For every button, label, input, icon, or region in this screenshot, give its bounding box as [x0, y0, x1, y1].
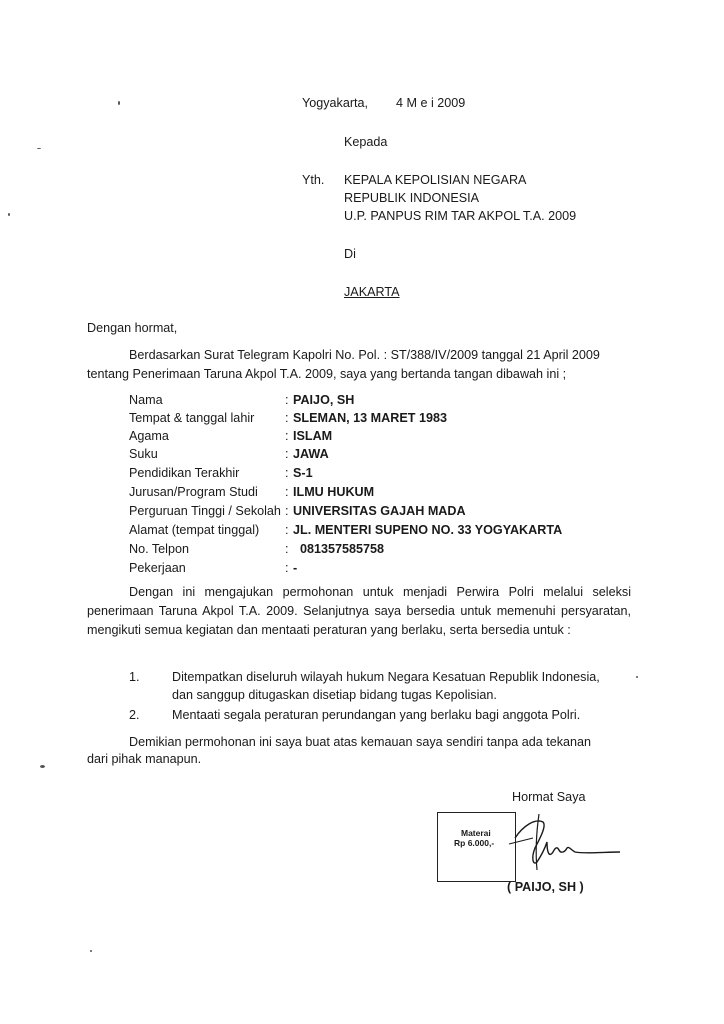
field-label: Jurusan/Program Studi: [129, 485, 258, 499]
field-label: Alamat (tempat tinggal): [129, 523, 260, 537]
place-label: Yogyakarta,: [302, 96, 369, 110]
kepada-label: Kepada: [344, 135, 388, 149]
field-label: Suku: [129, 447, 158, 461]
field-value: ILMU HUKUM: [293, 485, 375, 499]
scan-speck: [636, 676, 638, 678]
stamp-amount: Rp 6.000,-: [454, 838, 495, 848]
scan-speck: [40, 765, 45, 768]
field-colon: :: [285, 504, 289, 518]
field-value: S-1: [293, 466, 313, 480]
field-colon: :: [285, 447, 289, 461]
field-value: ISLAM: [293, 429, 333, 443]
letter-date: 4 M e i 2009: [396, 96, 466, 110]
field-label: Pekerjaan: [129, 561, 186, 575]
body-paragraph: Dengan ini mengajukan permohonan untuk menjadi Perwira Polri melalui seleksi penerimaan Taruna Akpol T.A. 2009. Selanjutnya saya bersedia untuk memenuhi persyaratan, mengikuti semua kegiatan dan mentaati peraturan yang berlaku, serta bersedia untuk :: [87, 585, 631, 637]
field-colon: :: [285, 411, 289, 425]
closing-line-1: Demikian permohonan ini saya buat atas kemauan saya sendiri tanpa ada tekanan: [129, 735, 592, 749]
signatory-name: ( PAIJO, SH ): [507, 880, 584, 894]
field-label: No. Telpon: [129, 542, 189, 556]
list-item-line: Ditempatkan diseluruh wilayah hukum Negara Kesatuan Republik Indonesia,: [172, 670, 600, 684]
field-colon: :: [285, 542, 289, 556]
field-colon: :: [285, 393, 289, 407]
field-colon: :: [285, 429, 289, 443]
list-number: 1.: [129, 670, 140, 684]
field-label: Tempat & tanggal lahir: [129, 411, 255, 425]
field-value: -: [293, 561, 298, 575]
signature-scribble-icon: [495, 808, 625, 878]
field-colon: :: [285, 561, 289, 575]
field-label: Nama: [129, 393, 163, 407]
field-label: Perguruan Tinggi / Sekolah: [129, 504, 281, 518]
field-label: Pendidikan Terakhir: [129, 466, 240, 480]
scan-speck: [118, 101, 120, 105]
regards-text: Hormat Saya: [512, 790, 586, 804]
di-label: Di: [344, 247, 356, 261]
list-number: 2.: [129, 708, 140, 722]
recipient-line-1: KEPALA KEPOLISIAN NEGARA: [344, 173, 527, 187]
salutation: Dengan hormat,: [87, 321, 178, 335]
field-value: PAIJO, SH: [293, 393, 355, 407]
recipient-line-2: REPUBLIK INDONESIA: [344, 191, 480, 205]
field-colon: :: [285, 485, 289, 499]
yth-label: Yth.: [302, 173, 325, 187]
field-value: 081357585758: [300, 542, 385, 556]
field-value: UNIVERSITAS GAJAH MADA: [293, 504, 466, 518]
intro-line-2: tentang Penerimaan Taruna Akpol T.A. 2009, saya yang bertanda tangan dibawah ini ;: [87, 367, 567, 381]
recipient-line-3: U.P. PANPUS RIM TAR AKPOL T.A. 2009: [344, 209, 577, 223]
field-value: JL. MENTERI SUPENO NO. 33 YOGYAKARTA: [293, 523, 563, 537]
list-item-line: Mentaati segala peraturan perundangan yang berlaku bagi anggota Polri.: [172, 708, 581, 722]
closing-line-2: dari pihak manapun.: [87, 752, 202, 766]
scan-speck: [8, 213, 10, 216]
field-value: JAWA: [293, 447, 329, 461]
list-item-line: dan sanggup ditugaskan disetiap bidang tugas Kepolisian.: [172, 688, 497, 702]
field-label: Agama: [129, 429, 169, 443]
stamp-label: Materai: [461, 828, 491, 838]
scan-speck: [37, 148, 41, 149]
scan-speck: [90, 950, 92, 952]
intro-line-1: Berdasarkan Surat Telegram Kapolri No. Pol. : ST/388/IV/2009 tanggal 21 April 2009: [129, 348, 600, 362]
recipient-city: JAKARTA: [344, 285, 400, 299]
field-colon: :: [285, 523, 289, 537]
field-value: SLEMAN, 13 MARET 1983: [293, 411, 447, 425]
field-colon: :: [285, 466, 289, 480]
